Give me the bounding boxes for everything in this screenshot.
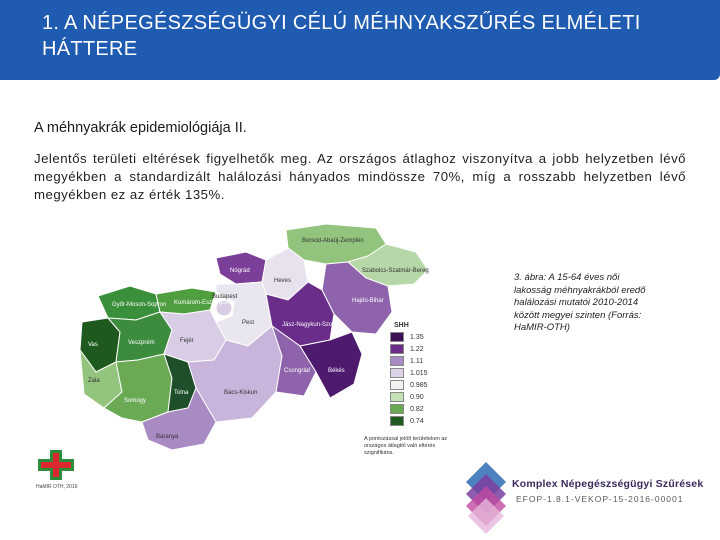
label-csongrad: Csongrád <box>284 368 311 374</box>
legend-item <box>390 331 460 343</box>
label-zala: Zala <box>88 378 100 384</box>
header-bar <box>0 0 720 80</box>
legend-item <box>390 415 460 427</box>
label-fejer: Fejér <box>180 338 194 344</box>
legend-swatch <box>390 344 404 354</box>
legend-value: 1.11 <box>410 357 424 365</box>
hamir-logo-icon <box>36 448 76 482</box>
label-heves: Heves <box>274 278 292 284</box>
label-borsod: Borsod-Abaúj-Zemplén <box>302 238 364 244</box>
legend-swatch <box>390 416 404 426</box>
page-title: 1. A NÉPEGÉSZSÉGÜGYI CÉLÚ MÉHNYAKSZŰRÉS ELMÉLETI HÁTTERE <box>42 12 641 60</box>
program-logo <box>456 454 720 540</box>
label-baranya: Baranya <box>156 434 179 440</box>
legend-value: 0.74 <box>410 417 424 425</box>
label-veszprem: Veszprém <box>128 340 155 346</box>
legend-swatch <box>390 404 404 414</box>
label-pest: Pest <box>242 320 255 326</box>
label-tolna: Tolna <box>174 390 189 396</box>
program-logo-icon <box>458 458 514 538</box>
program-title: Komplex Népegészségügyi Szűrések <box>512 478 704 490</box>
legend-value: 1.22 <box>410 345 424 353</box>
section-subtitle: A méhnyakrák epidemiológiája II. <box>34 120 247 136</box>
label-bekes: Békés <box>328 368 345 374</box>
legend-item <box>390 355 460 367</box>
legend-value: 1.35 <box>410 333 424 341</box>
legend-note: A pontozással jelölt területeken az országos átlagtól való eltérés szignifikáns. <box>364 436 448 456</box>
legend-item <box>390 391 460 403</box>
body-paragraph: Jelentős területi eltérések figyelhetők meg. Az országos átlaghoz viszonyítva a jobb helyzetben lévő megyékben a standardizált halálozási hányados mindössze 70%, míg a rosszabb helyzetben lévő megyékben ez az érték 135%. <box>34 151 686 202</box>
label-hajdu: Hajdú-Bihar <box>352 298 384 304</box>
label-szabolcs: Szabolcs-Szatmár-Bereg <box>362 268 429 274</box>
program-code: EFOP-1.8.1-VEKOP-15-2016-00001 <box>516 494 684 504</box>
hamir-logo-text: HaMIR OTH, 2016 <box>36 484 78 490</box>
legend-value: 0.90 <box>410 393 424 401</box>
legend-item <box>390 343 460 355</box>
legend-swatch <box>390 368 404 378</box>
legend-title: SHH <box>394 322 409 329</box>
label-vas: Vas <box>88 342 98 348</box>
legend-swatch <box>390 380 404 390</box>
legend-swatch <box>390 392 404 402</box>
legend-value: 0.82 <box>410 405 424 413</box>
label-komarom: Komárom-Esztergom <box>174 300 231 306</box>
legend-swatch <box>390 332 404 342</box>
label-bacs: Bács-Kiskun <box>224 390 258 396</box>
label-gyor: Győr-Moson-Sopron <box>112 302 167 308</box>
map-legend <box>390 322 460 427</box>
region-fejer <box>160 310 226 362</box>
legend-value: 0.985 <box>410 381 428 389</box>
legend-value: 1.015 <box>410 369 428 377</box>
label-nograd: Nógrád <box>230 268 250 274</box>
figure-caption: 3. ábra: A 15-64 éves női lakosság méhnyakrákból eredő halálozási mutatói 2010-2014 között megyei szinten (Forrás: HaMIR-OTH) <box>514 272 646 333</box>
legend-item <box>390 379 460 391</box>
label-budapest: Budapest <box>212 294 238 300</box>
legend-swatch <box>390 356 404 366</box>
legend-item <box>390 403 460 415</box>
label-jasz: Jász-Nagykun-Szolnok <box>282 322 344 328</box>
label-somogy: Somogy <box>124 398 147 404</box>
legend-item <box>390 367 460 379</box>
